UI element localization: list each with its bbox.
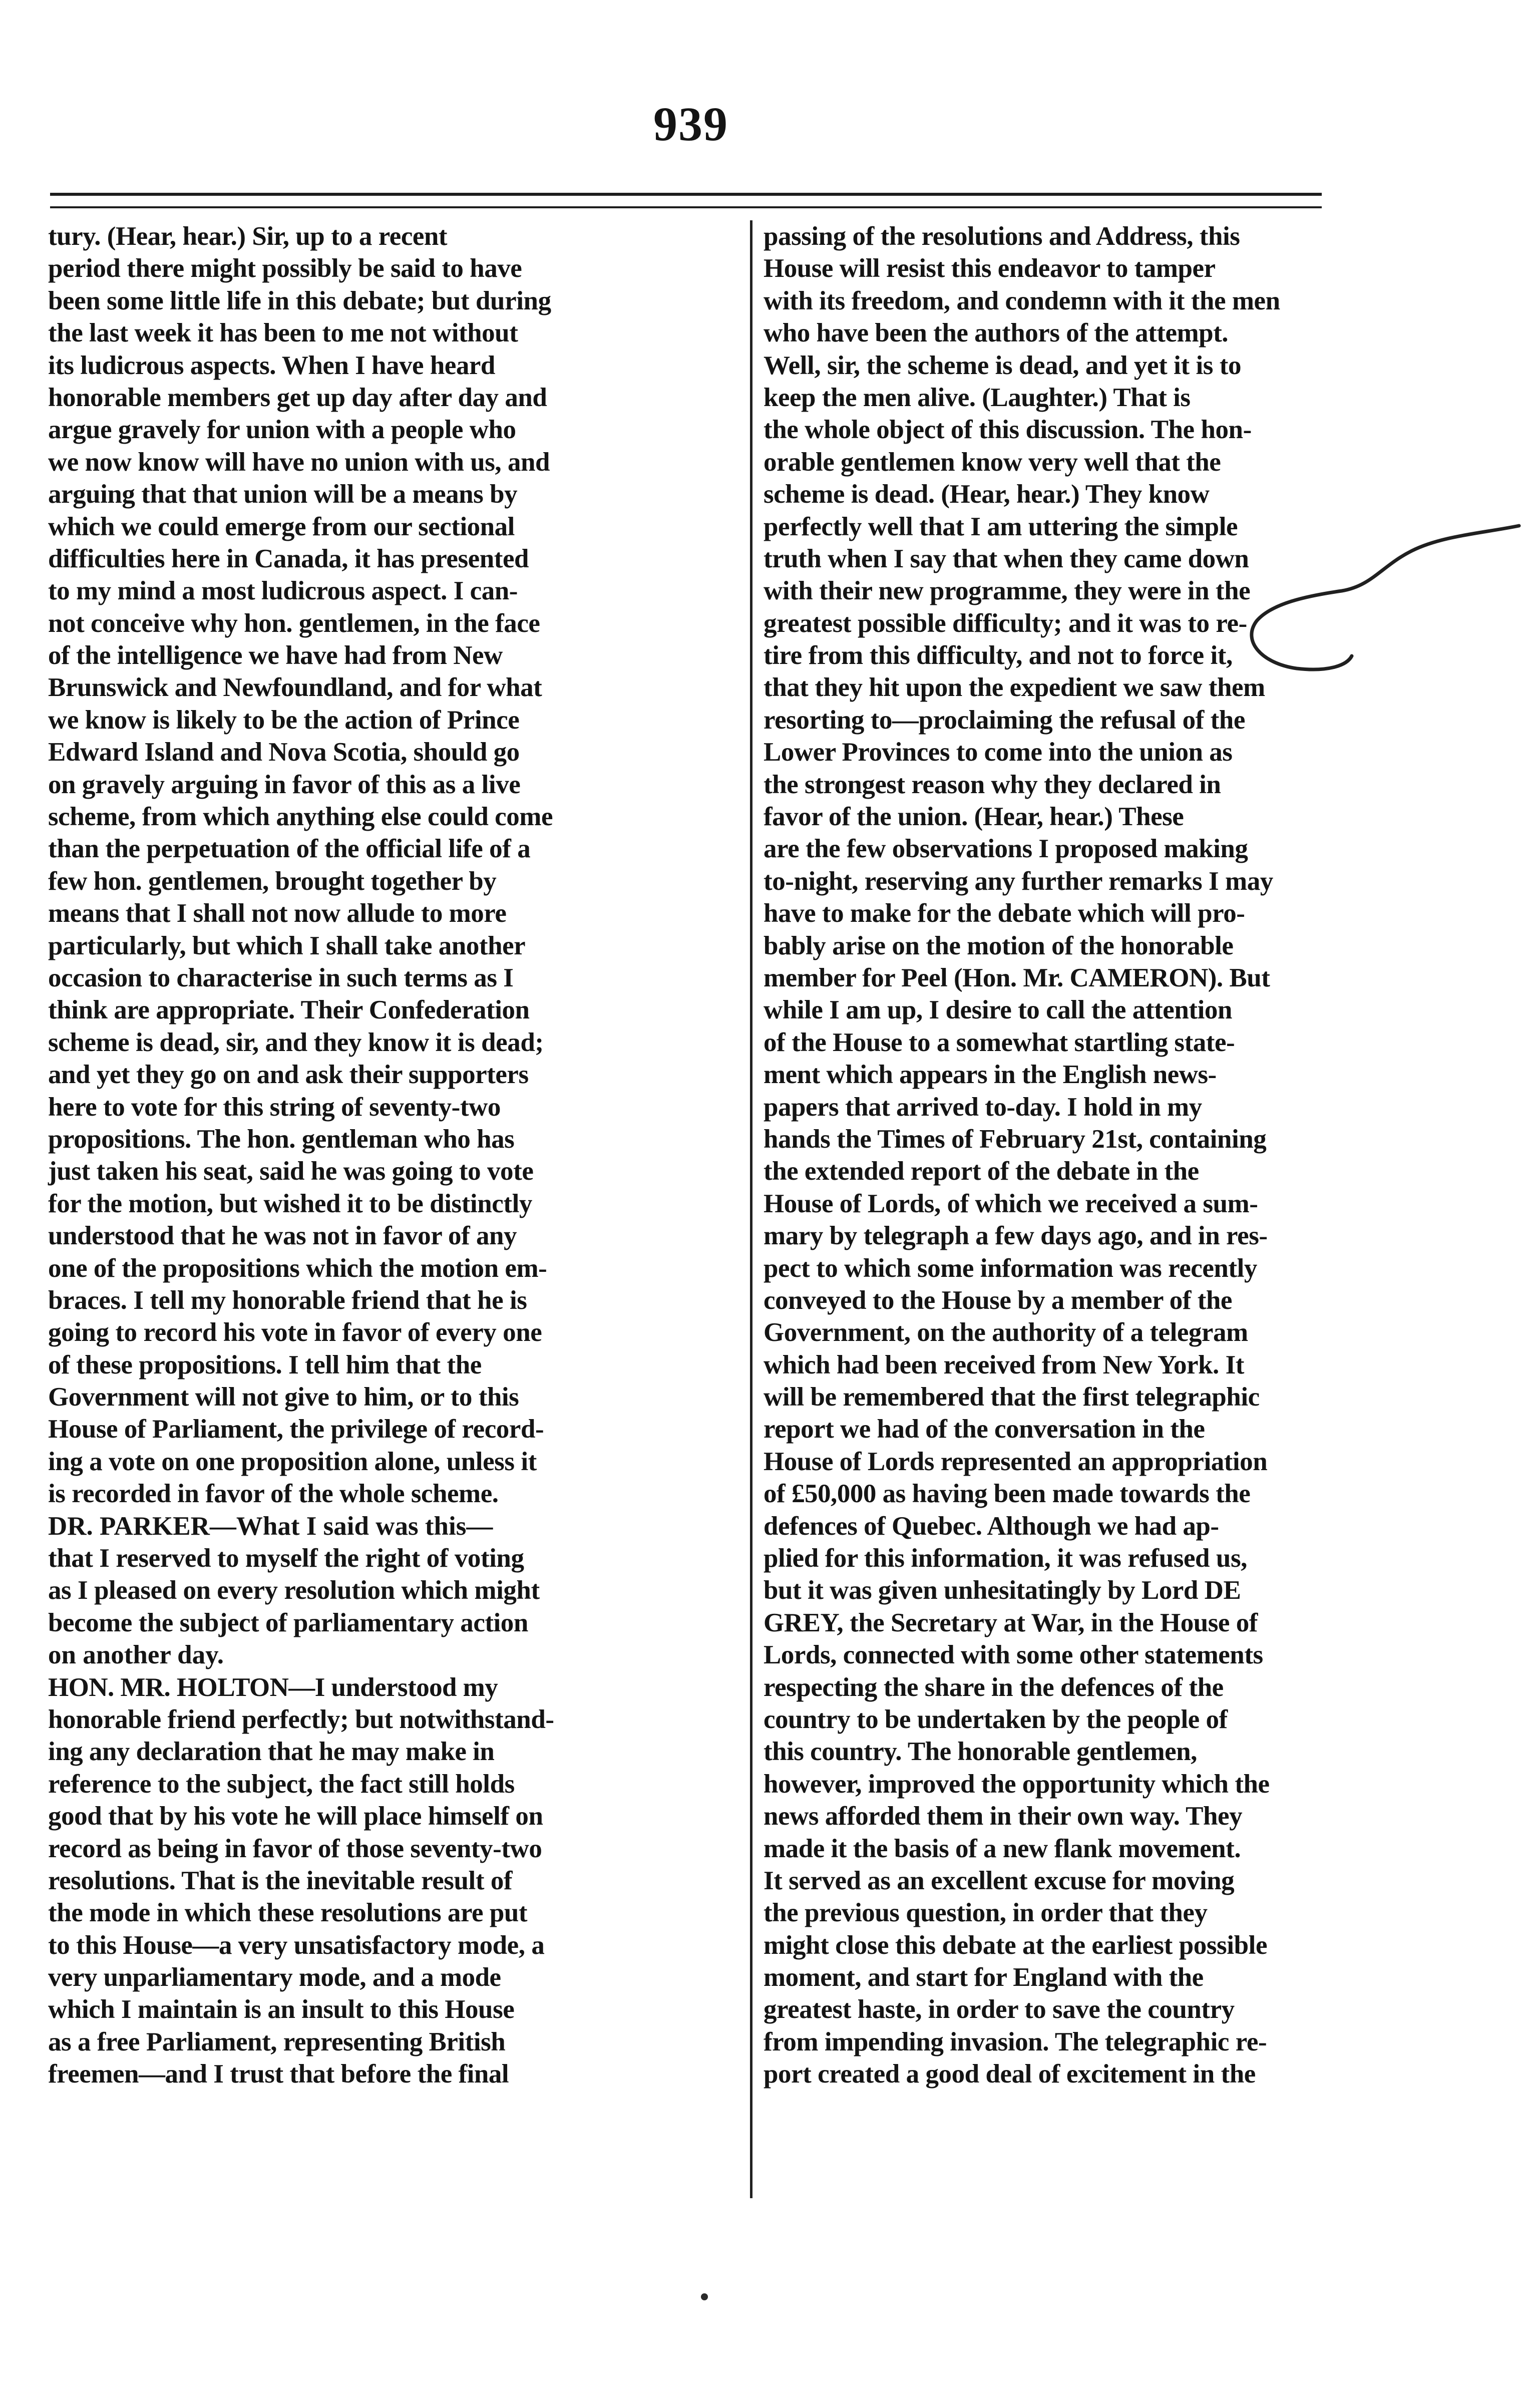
left-column-text-line: reference to the subject, the fact still holds bbox=[48, 1769, 515, 1799]
right-column-text-line: papers that arrived to-day. I hold in my bbox=[764, 1092, 1202, 1122]
left-column-text-line: and yet they go on and ask their supporters bbox=[48, 1060, 529, 1090]
right-column-text-line: perfectly well that I am uttering the simple bbox=[764, 512, 1238, 541]
left-column-text-line: House of Parliament, the privilege of record- bbox=[48, 1415, 544, 1444]
right-column-text-line: plied for this information, it was refused us, bbox=[764, 1544, 1247, 1573]
left-column-text-line: not conceive why hon. gentlemen, in the face bbox=[48, 608, 540, 638]
left-column-text-line: freemen—and I trust that before the final bbox=[48, 2059, 509, 2089]
left-column-text-line: braces. I tell my honorable friend that he is bbox=[48, 1285, 527, 1315]
right-column-text-line: pect to which some information was recently bbox=[764, 1253, 1257, 1283]
right-column-text-line: Well, sir, the scheme is dead, and yet it is to bbox=[764, 351, 1242, 380]
left-column-text-line: to my mind a most ludicrous aspect. I can- bbox=[48, 576, 518, 606]
left-column-text-line: HON. MR. HOLTON—I understood my bbox=[48, 1672, 498, 1702]
left-column-text-line: to this House—a very unsatisfactory mode, a bbox=[48, 1930, 545, 1960]
ink-dot bbox=[701, 2293, 708, 2300]
left-column-text-line: just taken his seat, said he was going to vote bbox=[48, 1157, 534, 1186]
left-column-text-line: for the motion, but wished it to be distinctly bbox=[48, 1189, 532, 1218]
right-column-text-line: however, improved the opportunity which the bbox=[764, 1769, 1270, 1799]
right-column-text-line: which had been received from New York. It bbox=[764, 1350, 1244, 1380]
left-column-text-line: going to record his vote in favor of every one bbox=[48, 1318, 542, 1347]
right-column-text-line: bably arise on the motion of the honorable bbox=[764, 931, 1234, 960]
left-column-text-line: here to vote for this string of seventy-two bbox=[48, 1092, 501, 1122]
right-column-text-line: the whole object of this discussion. The hon- bbox=[764, 415, 1252, 445]
right-column-text-line: House of Lords, of which we received a sum- bbox=[764, 1189, 1258, 1218]
right-column-text-line: truth when I say that when they came down bbox=[764, 544, 1249, 573]
column-divider bbox=[750, 220, 752, 2198]
left-column-text-line: on another day. bbox=[48, 1640, 224, 1670]
right-column-text-line: member for Peel (Hon. Mr. CAMERON). But bbox=[764, 963, 1270, 992]
right-column-text-line: the extended report of the debate in the bbox=[764, 1157, 1199, 1186]
right-column-text-line: of £50,000 as having been made towards the bbox=[764, 1479, 1251, 1509]
left-column-text-line: as a free Parliament, representing British bbox=[48, 2027, 506, 2056]
left-column-text-line: of the intelligence we have had from New bbox=[48, 641, 503, 670]
handwritten-pen-mark bbox=[1222, 516, 1522, 681]
left-column-text-line: on gravely arguing in favor of this as a live bbox=[48, 770, 521, 799]
right-column-text-line: moment, and start for England with the bbox=[764, 1963, 1204, 1992]
right-column-text-line: ment which appears in the English news- bbox=[764, 1060, 1217, 1090]
right-column-text-line: favor of the union. (Hear, hear.) These bbox=[764, 802, 1184, 832]
left-column-text-line: scheme, from which anything else could come bbox=[48, 802, 553, 832]
left-column-text-line: Brunswick and Newfoundland, and for what bbox=[48, 673, 542, 703]
right-column-text-line: made it the basis of a new flank movement. bbox=[764, 1834, 1241, 1863]
right-column-text-line: Lords, connected with some other statements bbox=[764, 1640, 1263, 1670]
left-column-text-line: particularly, but which I shall take another bbox=[48, 931, 526, 960]
left-column-text-line: been some little life in this debate; but during bbox=[48, 286, 551, 315]
header-rule bbox=[50, 193, 1322, 196]
right-column-text-line: from impending invasion. The telegraphic re- bbox=[764, 2027, 1267, 2056]
left-column-text-line: Edward Island and Nova Scotia, should go bbox=[48, 738, 520, 767]
left-column-text-line: become the subject of parliamentary action bbox=[48, 1608, 528, 1637]
right-column-text-line: orable gentlemen know very well that the bbox=[764, 447, 1221, 477]
right-column-text-line: country to be undertaken by the people of bbox=[764, 1704, 1228, 1734]
right-column-text-line: scheme is dead. (Hear, hear.) They know bbox=[764, 480, 1210, 509]
right-column-text-line: GREY, the Secretary at War, in the House of bbox=[764, 1608, 1258, 1637]
left-column-text-line: good that by his vote he will place himself on bbox=[48, 1802, 543, 1831]
page-number: 939 bbox=[653, 97, 728, 151]
left-column-text-line: its ludicrous aspects. When I have heard bbox=[48, 351, 495, 380]
left-column-text-line: is recorded in favor of the whole scheme. bbox=[48, 1479, 499, 1509]
right-column-text-line: mary by telegraph a few days ago, and in res- bbox=[764, 1221, 1268, 1251]
left-column-text-line: as I pleased on every resolution which might bbox=[48, 1576, 540, 1605]
left-column-text-line: tury. (Hear, hear.) Sir, up to a recent bbox=[48, 222, 448, 251]
right-column-text-line: defences of Quebec. Although we had ap- bbox=[764, 1511, 1219, 1541]
right-column-text-line: while I am up, I desire to call the attention bbox=[764, 995, 1232, 1025]
right-column-text-line: House will resist this endeavor to tamper bbox=[764, 254, 1216, 283]
right-column-text-line: resorting to—proclaiming the refusal of the bbox=[764, 705, 1245, 735]
right-column-text-line: that they hit upon the expedient we saw them bbox=[764, 673, 1265, 703]
left-column-text-line: which we could emerge from our sectional bbox=[48, 512, 515, 541]
right-column-text-line: of the House to a somewhat startling state- bbox=[764, 1027, 1235, 1057]
left-column-text-line: few hon. gentlemen, brought together by bbox=[48, 866, 497, 896]
left-column-text-line: honorable members get up day after day and bbox=[48, 383, 547, 412]
left-column-text-line: honorable friend perfectly; but notwithstand- bbox=[48, 1704, 554, 1734]
left-column bbox=[48, 220, 739, 2091]
right-column-text-line: report we had of the conversation in the bbox=[764, 1415, 1205, 1444]
right-column-text-line: hands the Times of February 21st, containing bbox=[764, 1124, 1267, 1154]
left-column-text-line: propositions. The hon. gentleman who has bbox=[48, 1124, 515, 1154]
right-column-text-line: Government, on the authority of a telegram bbox=[764, 1318, 1248, 1347]
left-column-text-line: record as being in favor of those seventy-two bbox=[48, 1834, 542, 1863]
left-column-text-line: period there might possibly be said to have bbox=[48, 254, 522, 283]
right-column-text-line: tire from this difficulty, and not to force it, bbox=[764, 641, 1233, 670]
left-column-text-line: of these propositions. I tell him that the bbox=[48, 1350, 482, 1380]
left-column-text-line: difficulties here in Canada, it has presented bbox=[48, 544, 529, 573]
left-column-text-line: arguing that that union will be a means by bbox=[48, 480, 518, 509]
left-column-text-line: than the perpetuation of the official life of a bbox=[48, 834, 531, 864]
left-column-text-line: ing any declaration that he may make in bbox=[48, 1737, 495, 1767]
right-column-text-line: keep the men alive. (Laughter.) That is bbox=[764, 383, 1191, 412]
right-column-text-line: the strongest reason why they declared in bbox=[764, 770, 1221, 799]
left-column-text-line: ing a vote on one proposition alone, unless it bbox=[48, 1447, 537, 1476]
right-column-text-line: It served as an excellent excuse for moving bbox=[764, 1866, 1235, 1895]
right-column-text-line: who have been the authors of the attempt. bbox=[764, 318, 1229, 348]
right-column-text-line: conveyed to the House by a member of the bbox=[764, 1285, 1232, 1315]
right-column-text-line: the previous question, in order that they bbox=[764, 1898, 1208, 1928]
right-column-text-line: news afforded them in their own way. They bbox=[764, 1802, 1243, 1831]
right-column bbox=[764, 220, 1454, 2091]
right-column-text-line: respecting the share in the defences of the bbox=[764, 1672, 1224, 1702]
right-column-text-line: House of Lords represented an appropriation bbox=[764, 1447, 1268, 1476]
left-column-text-line: scheme is dead, sir, and they know it is dead; bbox=[48, 1027, 544, 1057]
right-column-text-line: are the few observations I proposed making bbox=[764, 834, 1248, 864]
left-column-text-line: one of the propositions which the motion em- bbox=[48, 1253, 547, 1283]
left-column-text-line: which I maintain is an insult to this House bbox=[48, 1995, 515, 2024]
right-column-text-line: this country. The honorable gentlemen, bbox=[764, 1737, 1197, 1767]
header-rule-secondary bbox=[50, 206, 1322, 208]
left-column-text-line: resolutions. That is the inevitable result of bbox=[48, 1866, 513, 1895]
left-column-text-line: very unparliamentary mode, and a mode bbox=[48, 1963, 501, 1992]
right-column-text-line: with their new programme, they were in the bbox=[764, 576, 1251, 606]
left-column-text-line: occasion to characterise in such terms as I bbox=[48, 963, 514, 992]
left-column-text-line: the mode in which these resolutions are put bbox=[48, 1898, 528, 1928]
right-column-text-line: will be remembered that the first telegraphic bbox=[764, 1383, 1260, 1412]
right-column-text-line: might close this debate at the earliest possible bbox=[764, 1930, 1268, 1960]
right-column-text-line: greatest possible difficulty; and it was to re- bbox=[764, 608, 1247, 638]
left-column-text-line: argue gravely for union with a people who bbox=[48, 415, 516, 445]
left-column-text-line: Government will not give to him, or to this bbox=[48, 1383, 519, 1412]
left-column-text-line: understood that he was not in favor of any bbox=[48, 1221, 517, 1251]
right-column-text-line: to-night, reserving any further remarks I may bbox=[764, 866, 1273, 896]
right-column-text-line: passing of the resolutions and Address, this bbox=[764, 222, 1240, 251]
right-column-text-line: have to make for the debate which will pro- bbox=[764, 899, 1245, 928]
right-column-text-line: but it was given unhesitatingly by Lord DE bbox=[764, 1576, 1241, 1605]
left-column-text-line: DR. PARKER—What I said was this— bbox=[48, 1511, 493, 1541]
right-column-text-line: greatest haste, in order to save the country bbox=[764, 1995, 1235, 2024]
right-column-text-line: port created a good deal of excitement in the bbox=[764, 2059, 1256, 2089]
right-column-text-line: Lower Provinces to come into the union as bbox=[764, 738, 1233, 767]
right-column-text-line: with its freedom, and condemn with it the men bbox=[764, 286, 1280, 315]
left-column-text-line: we know is likely to be the action of Prince bbox=[48, 705, 520, 735]
left-column-text-line: we now know will have no union with us, and bbox=[48, 447, 550, 477]
left-column-text-line: that I reserved to myself the right of voting bbox=[48, 1544, 524, 1573]
left-column-text-line: means that I shall not now allude to more bbox=[48, 899, 507, 928]
left-column-text-line: think are appropriate. Their Confederation bbox=[48, 995, 530, 1025]
left-column-text-line: the last week it has been to me not without bbox=[48, 318, 518, 348]
